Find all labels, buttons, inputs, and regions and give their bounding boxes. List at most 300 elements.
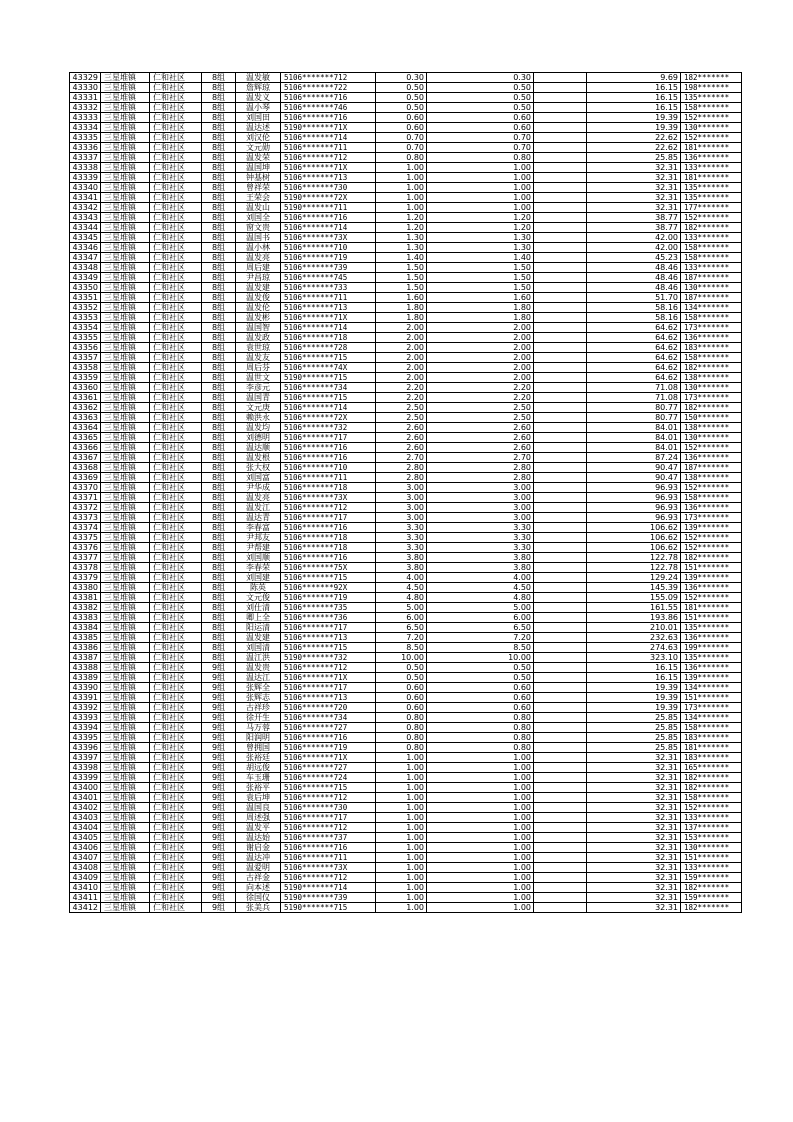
- group-cell: 8组: [202, 493, 236, 503]
- phone-cell: 130*******: [681, 383, 742, 393]
- area-1-cell: 0.60: [376, 683, 427, 693]
- town-cell: 三星堆镇: [101, 783, 150, 793]
- community-cell: 仁和社区: [150, 873, 202, 883]
- table-row: [70, 523, 742, 533]
- group-cell: 8组: [202, 293, 236, 303]
- id-number-cell: 5106*******715: [281, 573, 376, 583]
- id-number-cell: 5106*******722: [281, 83, 376, 93]
- blank-cell-cell: [534, 373, 587, 383]
- id-number-cell: 5106*******711: [281, 293, 376, 303]
- town-cell: 三星堆镇: [101, 823, 150, 833]
- blank-cell-cell: [534, 713, 587, 723]
- name-cell: 向本述: [236, 883, 281, 893]
- table-row: [70, 413, 742, 423]
- row-number-cell: 43408: [70, 863, 101, 873]
- area-1-cell: 1.50: [376, 273, 427, 283]
- name-cell: 袁后坤: [236, 793, 281, 803]
- blank-cell-cell: [534, 233, 587, 243]
- phone-cell: 136*******: [681, 633, 742, 643]
- group-cell: 8组: [202, 243, 236, 253]
- id-number-cell: 5106*******719: [281, 593, 376, 603]
- town-cell: 三星堆镇: [101, 93, 150, 103]
- id-number-cell: 5106*******715: [281, 393, 376, 403]
- id-number-cell: 5106*******718: [281, 533, 376, 543]
- table-row: [70, 303, 742, 313]
- blank-cell-cell: [534, 863, 587, 873]
- community-cell: 仁和社区: [150, 763, 202, 773]
- row-number-cell: 43400: [70, 783, 101, 793]
- table-row: [70, 623, 742, 633]
- area-2-cell: 1.50: [427, 273, 534, 283]
- row-number-cell: 43364: [70, 423, 101, 433]
- amount-cell: 90.47: [587, 463, 681, 473]
- town-cell: 三星堆镇: [101, 373, 150, 383]
- area-1-cell: 1.00: [376, 833, 427, 843]
- group-cell: 8组: [202, 503, 236, 513]
- name-cell: 车玉珊: [236, 773, 281, 783]
- row-number-cell: 43343: [70, 213, 101, 223]
- phone-cell: 138*******: [681, 373, 742, 383]
- community-cell: 仁和社区: [150, 883, 202, 893]
- phone-cell: 151*******: [681, 853, 742, 863]
- phone-cell: 182*******: [681, 223, 742, 233]
- area-2-cell: 0.50: [427, 673, 534, 683]
- amount-cell: 32.31: [587, 903, 681, 913]
- id-number-cell: 5106*******717: [281, 683, 376, 693]
- name-cell: 刘国富: [236, 473, 281, 483]
- area-2-cell: 0.70: [427, 143, 534, 153]
- name-cell: 温达冲: [236, 853, 281, 863]
- table-row: [70, 173, 742, 183]
- group-cell: 9组: [202, 823, 236, 833]
- id-number-cell: 5106*******716: [281, 733, 376, 743]
- blank-cell-cell: [534, 563, 587, 573]
- community-cell: 仁和社区: [150, 753, 202, 763]
- area-2-cell: 2.00: [427, 343, 534, 353]
- town-cell: 三星堆镇: [101, 663, 150, 673]
- area-1-cell: 1.80: [376, 303, 427, 313]
- community-cell: 仁和社区: [150, 233, 202, 243]
- group-cell: 8组: [202, 273, 236, 283]
- area-1-cell: 1.00: [376, 843, 427, 853]
- area-1-cell: 1.00: [376, 163, 427, 173]
- town-cell: 三星堆镇: [101, 283, 150, 293]
- phone-cell: 158*******: [681, 243, 742, 253]
- table-row: [70, 653, 742, 663]
- row-number-cell: 43375: [70, 533, 101, 543]
- id-number-cell: 5106*******718: [281, 483, 376, 493]
- name-cell: 尹邦友: [236, 533, 281, 543]
- community-cell: 仁和社区: [150, 643, 202, 653]
- area-1-cell: 1.00: [376, 203, 427, 213]
- area-1-cell: 0.80: [376, 733, 427, 743]
- blank-cell-cell: [534, 823, 587, 833]
- row-number-cell: 43361: [70, 393, 101, 403]
- table-row: [70, 823, 742, 833]
- group-cell: 9组: [202, 803, 236, 813]
- amount-cell: 38.77: [587, 213, 681, 223]
- area-2-cell: 0.70: [427, 133, 534, 143]
- area-2-cell: 2.50: [427, 413, 534, 423]
- community-cell: 仁和社区: [150, 533, 202, 543]
- table-row: [70, 693, 742, 703]
- id-number-cell: 5106*******73X: [281, 863, 376, 873]
- table-row: [70, 873, 742, 883]
- row-number-cell: 43401: [70, 793, 101, 803]
- phone-cell: 173*******: [681, 323, 742, 333]
- area-2-cell: 4.00: [427, 573, 534, 583]
- blank-cell-cell: [534, 603, 587, 613]
- id-number-cell: 5106*******711: [281, 473, 376, 483]
- phone-cell: 135*******: [681, 183, 742, 193]
- town-cell: 三星堆镇: [101, 73, 150, 83]
- amount-cell: 38.77: [587, 223, 681, 233]
- name-cell: 温小琴: [236, 103, 281, 113]
- area-2-cell: 1.00: [427, 183, 534, 193]
- id-number-cell: 5190*******715: [281, 373, 376, 383]
- area-1-cell: 6.00: [376, 613, 427, 623]
- area-1-cell: 0.30: [376, 73, 427, 83]
- row-number-cell: 43349: [70, 273, 101, 283]
- area-1-cell: 1.20: [376, 213, 427, 223]
- area-1-cell: 1.00: [376, 753, 427, 763]
- community-cell: 仁和社区: [150, 893, 202, 903]
- group-cell: 8组: [202, 343, 236, 353]
- blank-cell-cell: [534, 873, 587, 883]
- area-2-cell: 1.00: [427, 883, 534, 893]
- phone-cell: 136*******: [681, 453, 742, 463]
- id-number-cell: 5106*******92X: [281, 583, 376, 593]
- area-2-cell: 2.00: [427, 323, 534, 333]
- id-number-cell: 5106*******717: [281, 513, 376, 523]
- area-1-cell: 4.80: [376, 593, 427, 603]
- blank-cell-cell: [534, 583, 587, 593]
- blank-cell-cell: [534, 433, 587, 443]
- community-cell: 仁和社区: [150, 423, 202, 433]
- blank-cell-cell: [534, 883, 587, 893]
- phone-cell: 152*******: [681, 533, 742, 543]
- group-cell: 8组: [202, 73, 236, 83]
- blank-cell-cell: [534, 533, 587, 543]
- phone-cell: 181*******: [681, 743, 742, 753]
- name-cell: 李彦元: [236, 383, 281, 393]
- blank-cell-cell: [534, 513, 587, 523]
- id-number-cell: 5106*******717: [281, 433, 376, 443]
- id-number-cell: 5106*******716: [281, 443, 376, 453]
- row-number-cell: 43392: [70, 703, 101, 713]
- area-1-cell: 0.60: [376, 123, 427, 133]
- town-cell: 三星堆镇: [101, 753, 150, 763]
- area-2-cell: 3.00: [427, 513, 534, 523]
- blank-cell-cell: [534, 703, 587, 713]
- amount-cell: 32.31: [587, 173, 681, 183]
- row-number-cell: 43373: [70, 513, 101, 523]
- area-2-cell: 1.00: [427, 813, 534, 823]
- row-number-cell: 43379: [70, 573, 101, 583]
- table-row: [70, 223, 742, 233]
- area-1-cell: 3.30: [376, 543, 427, 553]
- name-cell: 周后芬: [236, 363, 281, 373]
- group-cell: 9组: [202, 813, 236, 823]
- area-1-cell: 2.20: [376, 393, 427, 403]
- area-2-cell: 8.50: [427, 643, 534, 653]
- group-cell: 8组: [202, 353, 236, 363]
- group-cell: 8组: [202, 473, 236, 483]
- amount-cell: 22.62: [587, 143, 681, 153]
- table-row: [70, 243, 742, 253]
- blank-cell-cell: [534, 413, 587, 423]
- area-2-cell: 2.00: [427, 333, 534, 343]
- amount-cell: 32.31: [587, 873, 681, 883]
- name-cell: 詹辉琼: [236, 83, 281, 93]
- area-2-cell: 1.00: [427, 873, 534, 883]
- area-1-cell: 0.80: [376, 723, 427, 733]
- row-number-cell: 43391: [70, 693, 101, 703]
- phone-cell: 134*******: [681, 303, 742, 313]
- subsidy-table: [69, 72, 742, 913]
- phone-cell: 135*******: [681, 623, 742, 633]
- name-cell: 古祥金: [236, 873, 281, 883]
- area-1-cell: 0.60: [376, 703, 427, 713]
- community-cell: 仁和社区: [150, 243, 202, 253]
- town-cell: 三星堆镇: [101, 323, 150, 333]
- name-cell: 张辉全: [236, 683, 281, 693]
- row-number-cell: 43365: [70, 433, 101, 443]
- area-1-cell: 8.50: [376, 643, 427, 653]
- area-2-cell: 0.50: [427, 663, 534, 673]
- row-number-cell: 43402: [70, 803, 101, 813]
- blank-cell-cell: [534, 163, 587, 173]
- area-1-cell: 1.50: [376, 263, 427, 273]
- id-number-cell: 5106*******712: [281, 73, 376, 83]
- amount-cell: 210.01: [587, 623, 681, 633]
- community-cell: 仁和社区: [150, 413, 202, 423]
- group-cell: 8组: [202, 93, 236, 103]
- row-number-cell: 43409: [70, 873, 101, 883]
- town-cell: 三星堆镇: [101, 853, 150, 863]
- id-number-cell: 5106*******727: [281, 763, 376, 773]
- area-2-cell: 1.00: [427, 763, 534, 773]
- area-1-cell: 1.00: [376, 803, 427, 813]
- area-2-cell: 0.80: [427, 723, 534, 733]
- community-cell: 仁和社区: [150, 293, 202, 303]
- name-cell: 温国书: [236, 233, 281, 243]
- amount-cell: 19.39: [587, 683, 681, 693]
- name-cell: 温发俊: [236, 293, 281, 303]
- area-2-cell: 0.80: [427, 713, 534, 723]
- table-row: [70, 343, 742, 353]
- phone-cell: 182*******: [681, 73, 742, 83]
- community-cell: 仁和社区: [150, 523, 202, 533]
- phone-cell: 136*******: [681, 663, 742, 673]
- area-2-cell: 0.50: [427, 103, 534, 113]
- phone-cell: 138*******: [681, 473, 742, 483]
- row-number-cell: 43374: [70, 523, 101, 533]
- area-2-cell: 0.80: [427, 733, 534, 743]
- area-1-cell: 3.30: [376, 533, 427, 543]
- id-number-cell: 5106*******745: [281, 273, 376, 283]
- town-cell: 三星堆镇: [101, 183, 150, 193]
- id-number-cell: 5106*******75X: [281, 563, 376, 573]
- id-number-cell: 5190*******714: [281, 883, 376, 893]
- amount-cell: 155.09: [587, 593, 681, 603]
- town-cell: 三星堆镇: [101, 233, 150, 243]
- blank-cell-cell: [534, 473, 587, 483]
- row-number-cell: 43367: [70, 453, 101, 463]
- town-cell: 三星堆镇: [101, 703, 150, 713]
- area-1-cell: 1.00: [376, 183, 427, 193]
- community-cell: 仁和社区: [150, 553, 202, 563]
- town-cell: 三星堆镇: [101, 103, 150, 113]
- area-1-cell: 1.00: [376, 193, 427, 203]
- community-cell: 仁和社区: [150, 223, 202, 233]
- id-number-cell: 5190*******711: [281, 203, 376, 213]
- name-cell: 阳润明: [236, 733, 281, 743]
- group-cell: 9组: [202, 793, 236, 803]
- row-number-cell: 43397: [70, 753, 101, 763]
- phone-cell: 133*******: [681, 233, 742, 243]
- area-1-cell: 1.40: [376, 253, 427, 263]
- row-number-cell: 43351: [70, 293, 101, 303]
- name-cell: 刘德明: [236, 433, 281, 443]
- amount-cell: 58.16: [587, 313, 681, 323]
- phone-cell: 187*******: [681, 273, 742, 283]
- town-cell: 三星堆镇: [101, 483, 150, 493]
- row-number-cell: 43410: [70, 883, 101, 893]
- community-cell: 仁和社区: [150, 743, 202, 753]
- amount-cell: 32.31: [587, 783, 681, 793]
- blank-cell-cell: [534, 293, 587, 303]
- name-cell: 曾祥荣: [236, 183, 281, 193]
- area-1-cell: 5.00: [376, 603, 427, 613]
- amount-cell: 323.10: [587, 653, 681, 663]
- blank-cell-cell: [534, 443, 587, 453]
- town-cell: 三星堆镇: [101, 873, 150, 883]
- name-cell: 文元俊: [236, 593, 281, 603]
- amount-cell: 45.23: [587, 253, 681, 263]
- blank-cell-cell: [534, 643, 587, 653]
- area-1-cell: 4.00: [376, 573, 427, 583]
- row-number-cell: 43359: [70, 373, 101, 383]
- area-2-cell: 4.50: [427, 583, 534, 593]
- group-cell: 9组: [202, 773, 236, 783]
- area-2-cell: 2.80: [427, 473, 534, 483]
- id-number-cell: 5106*******717: [281, 813, 376, 823]
- group-cell: 8组: [202, 203, 236, 213]
- town-cell: 三星堆镇: [101, 133, 150, 143]
- area-1-cell: 2.80: [376, 463, 427, 473]
- area-2-cell: 0.50: [427, 83, 534, 93]
- area-1-cell: 2.50: [376, 403, 427, 413]
- town-cell: 三星堆镇: [101, 193, 150, 203]
- community-cell: 仁和社区: [150, 393, 202, 403]
- phone-cell: 152*******: [681, 483, 742, 493]
- amount-cell: 32.31: [587, 893, 681, 903]
- town-cell: 三星堆镇: [101, 683, 150, 693]
- blank-cell-cell: [534, 393, 587, 403]
- community-cell: 仁和社区: [150, 583, 202, 593]
- phone-cell: 158*******: [681, 103, 742, 113]
- name-cell: 温达顺: [236, 443, 281, 453]
- area-2-cell: 3.80: [427, 563, 534, 573]
- phone-cell: 133*******: [681, 863, 742, 873]
- town-cell: 三星堆镇: [101, 313, 150, 323]
- group-cell: 8组: [202, 563, 236, 573]
- row-number-cell: 43335: [70, 133, 101, 143]
- town-cell: 三星堆镇: [101, 803, 150, 813]
- blank-cell-cell: [534, 653, 587, 663]
- table-row: [70, 423, 742, 433]
- name-cell: 张美兵: [236, 903, 281, 913]
- amount-cell: 32.31: [587, 843, 681, 853]
- group-cell: 8组: [202, 263, 236, 273]
- name-cell: 张辉志: [236, 693, 281, 703]
- area-1-cell: 1.00: [376, 883, 427, 893]
- row-number-cell: 43362: [70, 403, 101, 413]
- community-cell: 仁和社区: [150, 513, 202, 523]
- table-row: [70, 643, 742, 653]
- blank-cell-cell: [534, 313, 587, 323]
- blank-cell-cell: [534, 273, 587, 283]
- blank-cell-cell: [534, 103, 587, 113]
- phone-cell: 134*******: [681, 683, 742, 693]
- area-2-cell: 0.60: [427, 693, 534, 703]
- name-cell: 王荣会: [236, 193, 281, 203]
- community-cell: 仁和社区: [150, 563, 202, 573]
- table-row: [70, 533, 742, 543]
- amount-cell: 71.08: [587, 393, 681, 403]
- name-cell: 马万蓉: [236, 723, 281, 733]
- area-2-cell: 1.00: [427, 793, 534, 803]
- id-number-cell: 5106*******72X: [281, 413, 376, 423]
- amount-cell: 48.46: [587, 283, 681, 293]
- row-number-cell: 43330: [70, 83, 101, 93]
- group-cell: 8组: [202, 543, 236, 553]
- table-row: [70, 203, 742, 213]
- group-cell: 9组: [202, 833, 236, 843]
- table-row: [70, 723, 742, 733]
- amount-cell: 42.00: [587, 233, 681, 243]
- amount-cell: 25.85: [587, 153, 681, 163]
- area-1-cell: 1.00: [376, 813, 427, 823]
- name-cell: 尹昌琼: [236, 273, 281, 283]
- group-cell: 9组: [202, 683, 236, 693]
- blank-cell-cell: [534, 133, 587, 143]
- amount-cell: 96.93: [587, 513, 681, 523]
- amount-cell: 32.31: [587, 183, 681, 193]
- town-cell: 三星堆镇: [101, 593, 150, 603]
- table-row: [70, 103, 742, 113]
- table-row: [70, 663, 742, 673]
- area-2-cell: 1.50: [427, 263, 534, 273]
- blank-cell-cell: [534, 733, 587, 743]
- community-cell: 仁和社区: [150, 303, 202, 313]
- town-cell: 三星堆镇: [101, 773, 150, 783]
- phone-cell: 130*******: [681, 433, 742, 443]
- group-cell: 9组: [202, 723, 236, 733]
- area-1-cell: 1.00: [376, 903, 427, 913]
- phone-cell: 139*******: [681, 673, 742, 683]
- row-number-cell: 43384: [70, 623, 101, 633]
- town-cell: 三星堆镇: [101, 693, 150, 703]
- row-number-cell: 43350: [70, 283, 101, 293]
- community-cell: 仁和社区: [150, 373, 202, 383]
- area-1-cell: 0.80: [376, 743, 427, 753]
- row-number-cell: 43376: [70, 543, 101, 553]
- community-cell: 仁和社区: [150, 813, 202, 823]
- table-row: [70, 553, 742, 563]
- id-number-cell: 5106*******730: [281, 803, 376, 813]
